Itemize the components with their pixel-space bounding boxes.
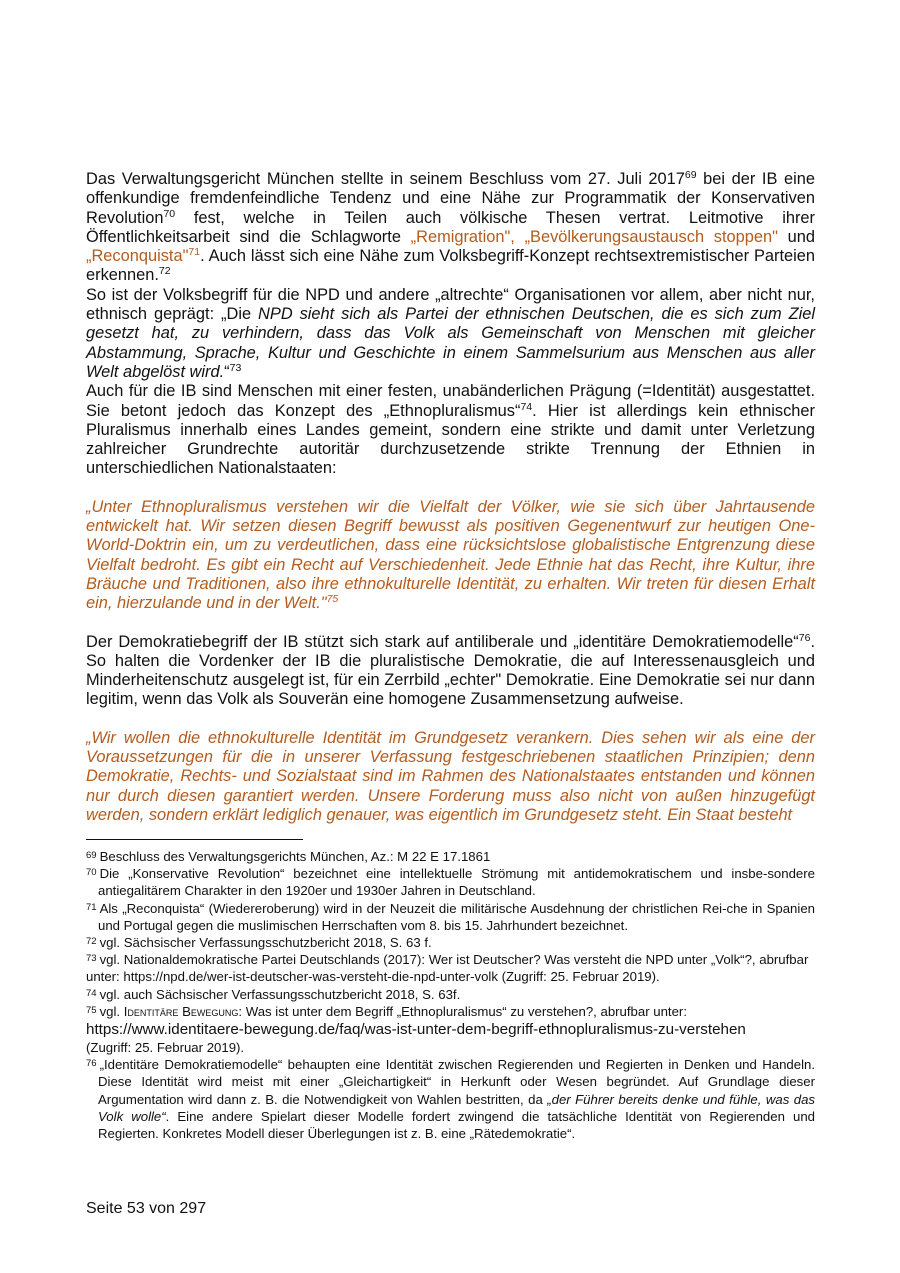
footnote-ref-73[interactable]: 73: [229, 361, 242, 374]
footnote-ref-74[interactable]: 74: [520, 400, 533, 413]
quote-ethnopluralismus: „Unter Ethnopluralismus verstehen wir die Vielfalt der Völker, wie sie sich über Jahrtausende entwickelt hat. Wir setzen diesen Begriff bewusst als positiven Gegenentwurf zur heutigen One-World-Doktrin ein, um zu verdeutlichen, dass eine rücksichtslose globalistische Entgrenzung diese Vielfalt bedroht. Es gibt ein Recht auf Verschiedenheit. Jede Ethnie hat das Recht, ihre Kultur, ihre Bräuche und Traditionen, also ihre ethnokulturelle Identität, zu erhalten. Wir treten für diesen Erhalt ein, hierzulande und in der Welt."$^{75}$: [86, 497, 815, 613]
quote-grundgesetz: „Wir wollen die ethnokulturelle Identität im Grundgesetz verankern. Dies sehen wir als eine der Voraussetzungen für die in unserer Verfassung festgeschriebenen staatlichen Prinzipien; denn Demokratie, Rechts- und Sozialstaat sind im Rahmen des Nationalstaates entstanden und können nur durch diesen garantiert werden. Unsere Forderung muss also nicht von außen hinzugefügt werden, sondern erklärt lediglich genauer, was eigentlich im Grundgesetz steht. Ein Staat besteht: [86, 728, 815, 824]
footnote-ref-76[interactable]: 76: [798, 631, 811, 644]
footnote-ref-69[interactable]: 69: [684, 169, 697, 181]
footnote-74: $^{74}$ vgl. auch Sächsischer Verfassungsschutzbericht 2018, S. 63f.: [86, 986, 461, 1002]
reconquista-term: „Reconquista": [86, 247, 189, 266]
footnote-69: $^{69}$ Beschluss des Verwaltungsgerichts München, Az.: M 22 E 17.1861: [86, 849, 491, 864]
slogans: „Remigration", „Bevölkerungsaustausch stoppen": [410, 227, 778, 246]
footnote-separator: [86, 839, 303, 840]
footnote-75: $^{75}$ vgl. Identitäre Bewegung: Was ist unter dem Begriff „Ethnopluralismus“ zu verstehen?, abrufbar unter: https://www.identitaere-bewegung.de/faq/was-ist-unter-dem-begriff-ethnopluralismus-zu-verstehen (Zugriff: 25. Februar 2019).: [86, 1003, 746, 1056]
footnote-ref-70[interactable]: 70: [163, 207, 176, 220]
paragraph-court-ruling: Das Verwaltungsgericht München stellte in seinem Beschluss vom 27. Juli 2017$^{69}$ bei der IB eine offenkundige fremdenfeindliche Tendenz und eine Nähe zur Programmatik der Konservativen Revolution$^{70}$ fest, welche in Teilen auch völkische Thesen vertrat. Leitmotive ihrer Öffentlichkeitsarbeit sind die Schlagworte „Remigration", „Bevölkerungsaustausch stoppen" und „Reconquista"$^{71}$. Auch lässt sich eine Nähe zum Volksbegriff-Konzept rechtsextremistischer Parteien erkennen.$^{72}$: [86, 169, 816, 285]
paragraph-ethnopluralismus: Auch für die IB sind Menschen mit einer festen, unabänderlichen Prägung (=Identität) ausgestattet. Sie betont jedoch das Konzept des „Ethnopluralismus“$^{74}$. Hier ist allerdings kein ethnischer Pluralismus innerhalb eines Landes gemeint, sondern eine strikte und damit unter Verletzung zahlreicher Grundrechte autoritär durchzusetzende strikte Trennung der Ethnien in unterschiedlichen Nationalstaaten:: [86, 382, 815, 478]
footnote-76-quote: „der Führer bereits denke und fühle, was das Volk wolle“: [98, 1091, 815, 1124]
footnote-72: $^{72}$ vgl. Sächsischer Verfassungsschutzbericht 2018, S. 63 f.: [86, 935, 432, 951]
npd-quote: NPD sieht sich als Partei der ethnischen Deutschen, die es sich zum Ziel gesetzt hat, zu verhindern, dass das Volk als Gemeinschaft von Menschen mit gleicher Abstammung, Sprache, Kultur und Geschichte in einem Sammelsurium aus Menschen aus aller Welt abgelöst wird.: [86, 305, 815, 381]
page-number: Seite 53 von 297: [86, 1200, 207, 1217]
paragraph-demokratiebegriff: Der Demokratiebegriff der IB stützt sich stark auf antiliberale und „identitäre Demokratiemodelle“$^{76}$. So halten die Vordenker der IB die pluralistische Demokratie, die auf Interessenausgleich und Minderheitenschutz ausgelegt ist, für ein Zerrbild „echter" Demokratie. Eine Demokratie sei nur dann legitim, wenn das Volk als Souverän eine homogene Zusammensetzung aufweise.: [86, 631, 815, 709]
footnote-75-author: Identitäre Bewegung: [123, 1003, 239, 1019]
footnotes: [86, 848, 815, 1142]
footnote-73: $^{73}$ vgl. Nationaldemokratische Partei Deutschlands (2017): Wer ist Deutscher? Was versteht die NPD unter „Volk“?, abrufbar unter: https://npd.de/wer-ist-deutscher-was-versteht-die-npd-unter-volk (Zugriff: 25. Februar 2019).: [86, 952, 809, 985]
footnote-76: $^{76}$ „Identitäre Demokratiemodelle“ behaupten eine Identität zwischen Regierenden und Regierten in Denken und Handeln. Diese Identität wird meist mit einer „Gleichartigkeit“ in Herkunft oder Wesen begründet. Auf Grundlage dieser Argumentation wird dann z. B. die Notwendigkeit von Wahlen bestritten, da „der Führer bereits denke und fühle, was das Volk wolle“. Eine andere Spielart dieser Modelle fordert zwingend die tatsächliche Identität von Regierenden und Regierten. Konkretes Modell dieser Überlegungen ist z. B. eine „Rätedemokratie“.: [86, 1057, 815, 1142]
footnote-ref-75[interactable]: 75: [326, 593, 339, 606]
footnote-70: $^{70}$ Die „Konservative Revolution“ bezeichnet eine intellektuelle Strömung mit antidemokratischem und insbe-sondere antiegalitärem Charakter in den 1920er und 1930er Jahren in Deutschland.: [86, 866, 815, 899]
footnote-ref-71[interactable]: 71: [188, 246, 201, 259]
page-body: [86, 170, 815, 844]
footnote-71: $^{71}$ Als „Reconquista“ (Wiedereroberung) wird in der Neuzeit die militärische Ausdehnung der christlichen Rei-che in Spanien und Portugal gegen die muslimischen Herrschaften vom 8. bis 15. Jahrhundert bezeichnet.: [86, 900, 815, 933]
footnote-75-url[interactable]: https://www.identitaere-bewegung.de/faq/was-ist-unter-dem-begriff-ethnopluralismus-zu-verstehen: [86, 1021, 746, 1039]
paragraph-volksbegriff: So ist der Volksbegriff für die NPD und andere „altrechte“ Organisationen vor allem, aber nicht nur, ethnisch geprägt: „Die NPD sieht sich als Partei der ethnischen Deutschen, die es sich zum Ziel gesetzt hat, zu verhindern, dass das Volk als Gemeinschaft von Menschen mit gleicher Abstammung, Sprache, Kultur und Geschichte in einem Sammelsurium aus Menschen aus aller Welt abgelöst wird.“$^{73}$: [86, 285, 815, 381]
footnote-ref-72[interactable]: 72: [158, 265, 171, 278]
